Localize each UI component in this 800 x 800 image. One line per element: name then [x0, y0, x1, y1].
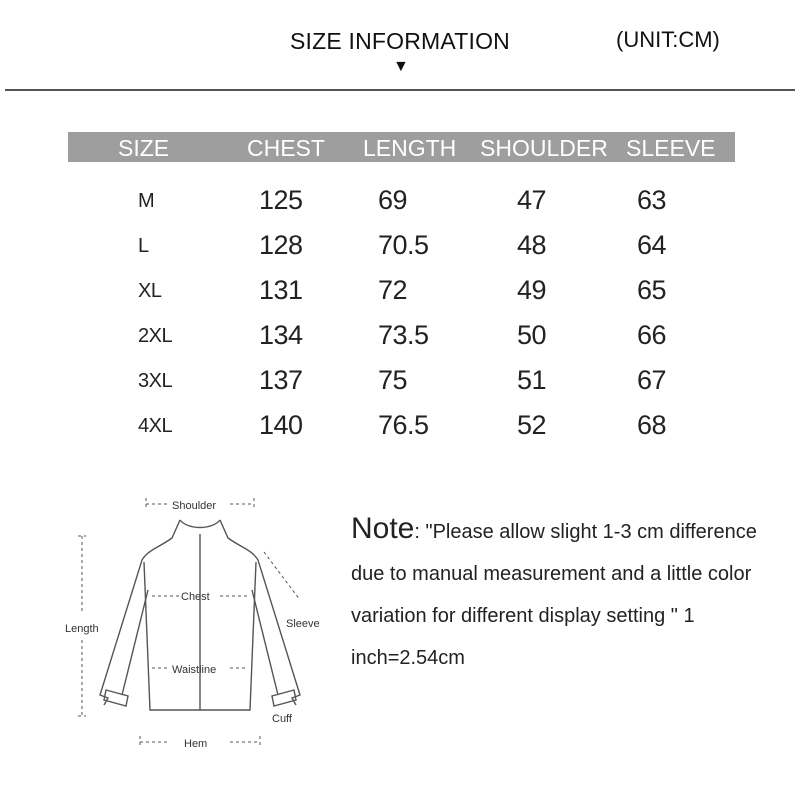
sleeve-cell: 67 [637, 365, 667, 395]
table-row [68, 275, 735, 315]
column-header-shoulder: SHOULDER [480, 135, 608, 161]
sleeve-cell: 68 [637, 410, 667, 440]
size-table-header [68, 132, 735, 162]
shoulder-cell: 48 [517, 230, 547, 260]
table-row [68, 365, 735, 405]
note-title: Note [351, 512, 415, 545]
sleeve-cell: 65 [637, 275, 667, 305]
shoulder-label: Shoulder [172, 500, 217, 512]
sleeve-cell: 63 [637, 185, 667, 215]
chest-cell: 131 [259, 275, 303, 305]
column-header-size: SIZE [118, 135, 170, 161]
length-cell: 72 [378, 275, 408, 305]
waistline-label: Waistline [172, 664, 217, 676]
length-cell: 73.5 [378, 320, 429, 350]
sleeve-label: Sleeve [286, 618, 320, 630]
size-cell: L [138, 235, 149, 257]
chest-cell: 128 [259, 230, 303, 260]
size-information-title: SIZE INFORMATION [290, 28, 510, 54]
table-row [68, 320, 735, 360]
size-cell: 2XL [138, 325, 173, 347]
size-cell: M [138, 190, 155, 212]
sleeve-cell: 66 [637, 320, 667, 350]
table-row [68, 410, 735, 450]
hem-label: Hem [184, 738, 208, 750]
column-header-sleeve: SLEEVE [626, 135, 716, 161]
cuff-label: Cuff [272, 713, 292, 725]
column-header-length: LENGTH [363, 135, 457, 161]
table-row [68, 185, 735, 225]
chest-cell: 125 [259, 185, 303, 215]
down-arrow-icon: ▼ [393, 58, 409, 75]
length-cell: 69 [378, 185, 408, 215]
note-text: : "Please allow slight 1-3 cm difference due to manual measurement and a little color variation for different display setting " 1 inch=2.54cm [351, 521, 757, 669]
length-cell: 70.5 [378, 230, 429, 260]
jacket-outline [60, 490, 340, 760]
sleeve-cell: 64 [637, 230, 667, 260]
chest-label: Chest [181, 591, 210, 603]
chest-cell: 134 [259, 320, 303, 350]
shoulder-cell: 51 [517, 365, 547, 395]
column-header-chest: CHEST [247, 135, 325, 161]
shoulder-cell: 50 [517, 320, 547, 350]
length-cell: 75 [378, 365, 408, 395]
table-row [68, 230, 735, 270]
shoulder-cell: 52 [517, 410, 547, 440]
size-cell: 3XL [138, 370, 173, 392]
chest-cell: 140 [259, 410, 303, 440]
size-cell: XL [138, 280, 162, 302]
shoulder-cell: 49 [517, 275, 547, 305]
header-divider [5, 89, 795, 91]
length-label: Length [65, 623, 99, 635]
chest-cell: 137 [259, 365, 303, 395]
size-cell: 4XL [138, 415, 173, 437]
note-paragraph [351, 508, 791, 679]
garment-measurement-diagram [60, 490, 340, 760]
length-cell: 76.5 [378, 410, 429, 440]
shoulder-cell: 47 [517, 185, 547, 215]
unit-label: (UNIT:CM) [616, 27, 720, 52]
